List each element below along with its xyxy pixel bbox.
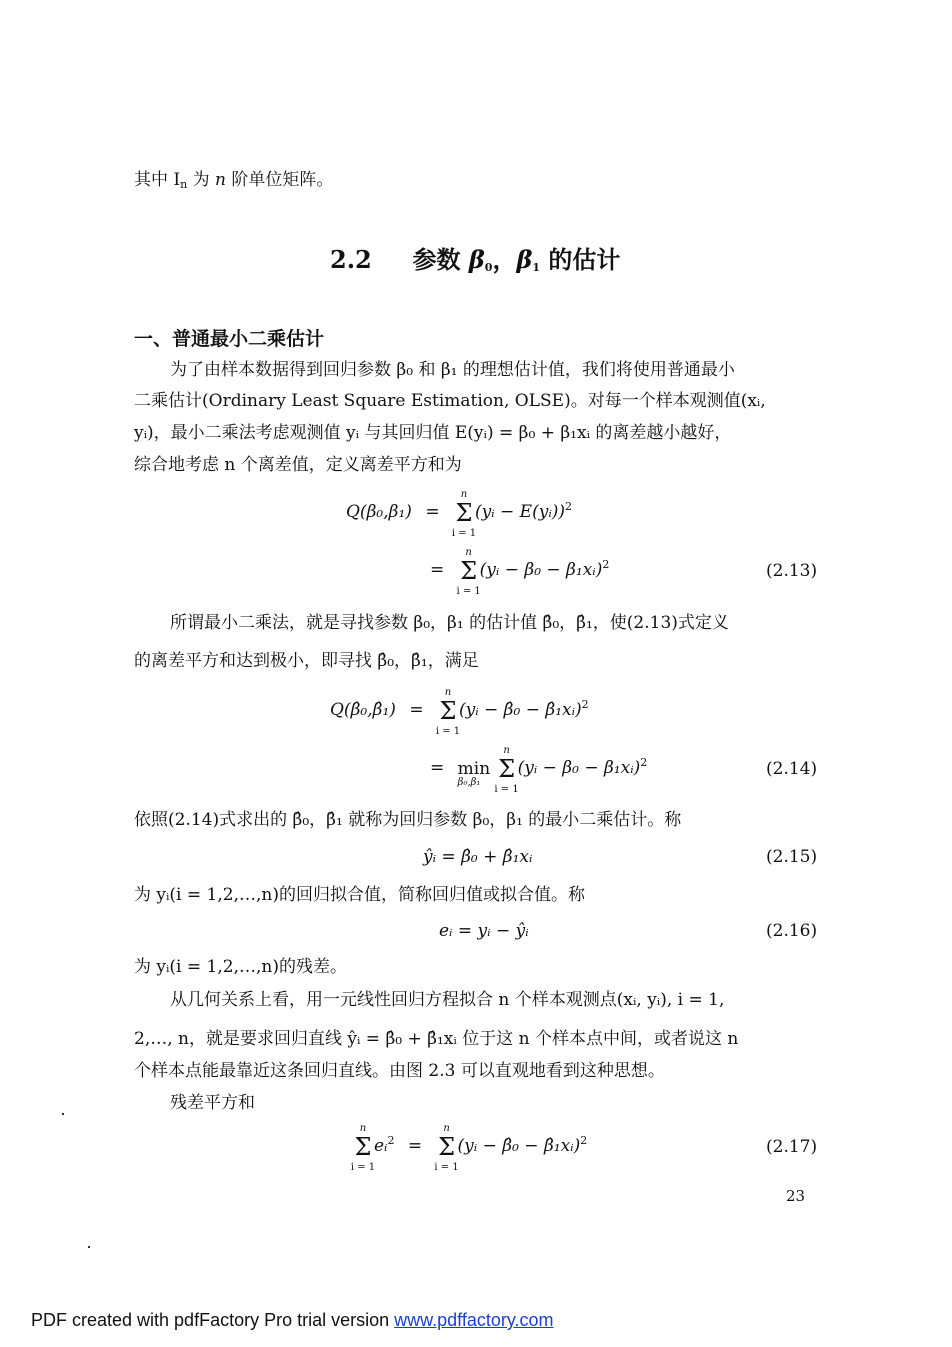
para1-line1: 为了由样本数据得到回归参数 β₀ 和 β₁ 的理想估计值，我们将使用普通最小	[170, 360, 735, 380]
section-title: 2.2 参数 $\beta_0$，$\beta_1$ 的估计	[330, 245, 621, 274]
scan-speck	[62, 1113, 64, 1115]
footer-link[interactable]: www.pdffactory.com	[394, 1310, 554, 1330]
equation-2-17: n Σ i = 1 eᵢ$^2$ = n Σ i = 1 (yᵢ − β̂₀ − β̂₁xᵢ)$^2$	[350, 1122, 588, 1173]
para7: 残差平方和	[170, 1093, 255, 1113]
intro-line: 其中 $I_n$ 为 n 阶单位矩阵。	[134, 170, 334, 191]
equation-2-16: eᵢ = yᵢ − ŷᵢ	[439, 921, 529, 941]
equation-2-13-line2: = n Σ i = 1 (yᵢ − β₀ − β₁xᵢ)$^2$	[430, 546, 610, 597]
equation-number-2-17: (2.17)	[766, 1137, 818, 1157]
para1-line4: 综合地考虑 n 个离差值，定义离差平方和为	[134, 455, 462, 475]
para2-line1: 所谓最小二乘法，就是寻找参数 β₀，β₁ 的估计值 β̂₀，β̂₁，使(2.13)式定义	[170, 613, 729, 633]
footer-text: PDF created with pdfFactory Pro trial version	[31, 1310, 395, 1330]
para6-line1: 从几何关系上看，用一元线性回归方程拟合 n 个样本观测点(xᵢ, yᵢ), i = 1,	[170, 990, 725, 1010]
equation-2-14-line1: Q(β̂₀,β̂₁) = n Σ i = 1 (yᵢ − β̂₀ − β̂₁xᵢ)$^2$	[330, 686, 589, 737]
para1-line3: yᵢ)，最小二乘法考虑观测值 yᵢ 与其回归值 E(yᵢ) = β₀ + β₁xᵢ 的离差越小越好，	[134, 423, 732, 443]
equation-2-15: ŷᵢ = β̂₀ + β̂₁xᵢ	[423, 847, 533, 867]
scan-speck	[88, 1246, 90, 1248]
para3: 依照(2.14)式求出的 β̂₀，β̂₁ 就称为回归参数 β₀，β₁ 的最小二乘估计。称	[134, 810, 682, 830]
para5: 为 yᵢ(i = 1,2,…,n)的残差。	[134, 957, 347, 977]
equation-2-14-line2: = min β₀,β₁ n Σ i = 1 (yᵢ − β₀ − β₁xᵢ)$^2$	[430, 744, 648, 795]
para4: 为 yᵢ(i = 1,2,…,n)的回归拟合值，简称回归值或拟合值。称	[134, 885, 585, 905]
subsection-title: 一、普通最小二乘估计	[134, 328, 325, 350]
section-number: 2.2	[330, 245, 372, 274]
page-number: 23	[786, 1187, 806, 1205]
equation-number-2-13: (2.13)	[766, 561, 818, 581]
equation-number-2-15: (2.15)	[766, 847, 818, 867]
pdf-footer	[31, 1310, 554, 1331]
para6-line2: 2,…, n，就是要求回归直线 ŷᵢ = β̂₀ + β̂₁xᵢ 位于这 n 个样本点中间，或者说这 n	[134, 1029, 739, 1049]
equation-number-2-16: (2.16)	[766, 921, 818, 941]
equation-number-2-14: (2.14)	[766, 759, 818, 779]
para6-line3: 个样本点能最靠近这条回归直线。由图 2.3 可以直观地看到这种思想。	[134, 1061, 665, 1081]
para2-line2: 的离差平方和达到极小，即寻找 β̂₀，β̂₁，满足	[134, 651, 479, 671]
para1-line2: 二乘估计(Ordinary Least Square Estimation, OLSE)。对每一个样本观测值(xᵢ,	[134, 391, 766, 411]
equation-2-13-line1: Q(β₀,β₁) = n Σ i = 1 (yᵢ − E(yᵢ))$^2$	[346, 488, 573, 539]
